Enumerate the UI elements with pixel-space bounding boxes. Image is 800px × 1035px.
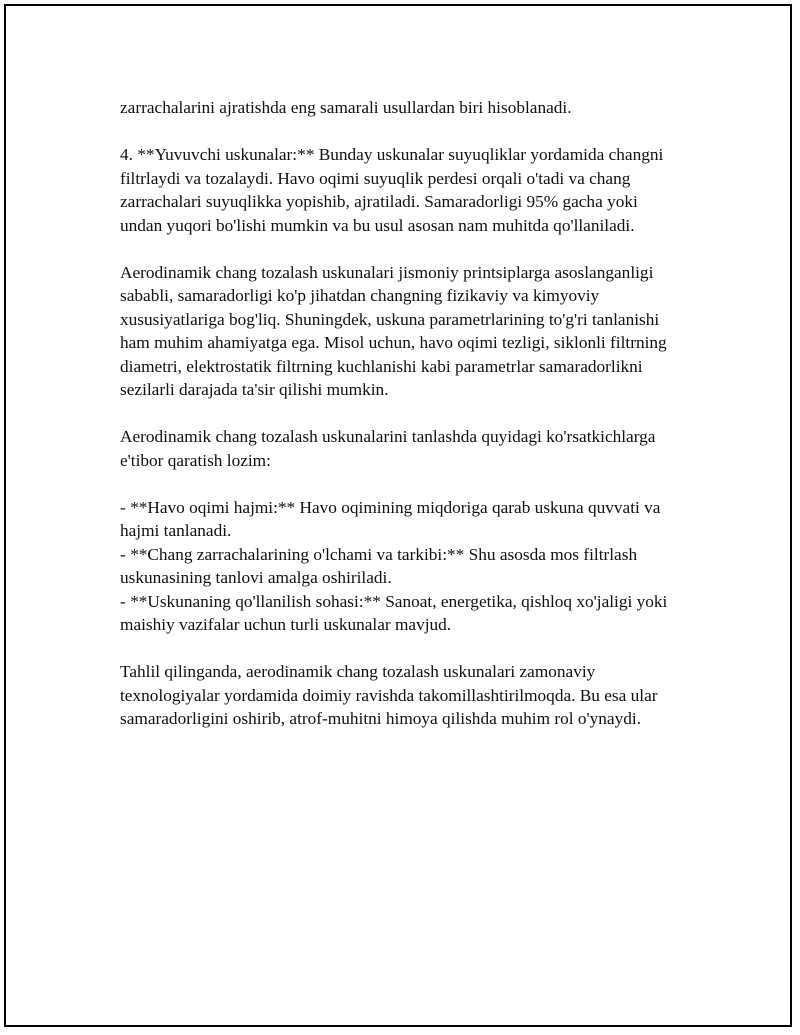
list-item: - **Havo oqimi hajmi:** Havo oqimining miqdoriga qarab uskuna quvvati va hajmi tanlanadi. [120, 497, 661, 540]
paragraph-conclusion: Tahlil qilinganda, aerodinamik chang tozalash uskunalari zamonaviy texnologiyalar yordamida doimiy ravishda takomillashtirilmoqda. Bu esa ular samaradorligini oshirib, atrof-muhitni himoya qilishda muhim rol o'ynaydi. [120, 662, 658, 728]
document-body [120, 96, 680, 754]
paragraph-continuation: zarrachalarini ajratishda eng samarali usullardan biri hisoblanadi. [120, 98, 572, 117]
list-item: - **Chang zarrachalarining o'lchami va tarkibi:** Shu asosda mos filtrlash uskunasining tanlovi amalga oshiriladi. [120, 544, 638, 587]
paragraph-selection-intro: Aerodinamik chang tozalash uskunalarini tanlashda quyidagi ko'rsatkichlarga e'tibor qaratish lozim: [120, 427, 656, 470]
list-item: - **Uskunaning qo'llanilish sohasi:** Sanoat, energetika, qishloq xo'jaligi yoki maishiy vazifalar uchun turli uskunalar mavjud. [120, 591, 668, 634]
selection-criteria-list [120, 496, 680, 637]
paragraph-wet-scrubbers: 4. **Yuvuvchi uskunalar:** Bunday uskunalar suyuqliklar yordamida changni filtrlaydi va tozalaydi. Havo oqimi suyuqlik perdesi orqali o'tadi va chang zarrachalari suyuqlikka yopishib, ajratiladi. Samaradorligi 95% gacha yoki undan yuqori bo'lishi mumkin va bu usul asosan nam muhitda qo'llaniladi. [120, 145, 664, 235]
document-page [4, 4, 792, 1027]
paragraph-efficiency-factors: Aerodinamik chang tozalash uskunalari jismoniy printsiplarga asoslanganligi sababli, samaradorligi ko'p jihatdan changning fizikaviy va kimyoviy xususiyatlariga bog'liq. Shuningdek, uskuna parametrlarining to'g'ri tanlanishi ham muhim ahamiyatga ega. Misol uchun, havo oqimi tezligi, siklonli filtrning diametri, elektrostatik filtrning kuchlanishi kabi parametrlar samaradorlikni sezilarli darajada ta'sir qilishi mumkin. [120, 262, 667, 399]
